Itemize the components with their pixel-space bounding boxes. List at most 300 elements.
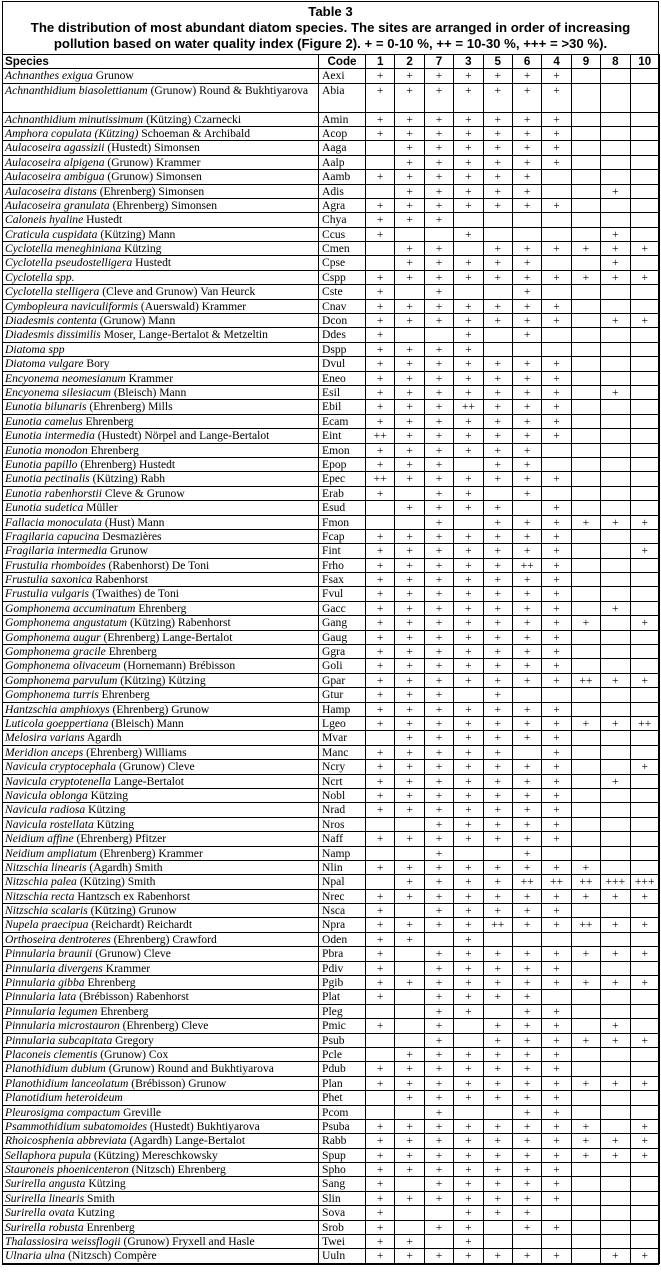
abundance-site-10 bbox=[630, 83, 659, 112]
species-code: Amin bbox=[319, 112, 366, 126]
abundance-site-7 bbox=[424, 1206, 453, 1220]
abundance-site-9 bbox=[571, 400, 600, 414]
abundance-site-4: + bbox=[542, 745, 571, 759]
abundance-site-1: + bbox=[366, 860, 395, 874]
abundance-site-1: + bbox=[366, 529, 395, 543]
species-authority: (Bleisch) Mann bbox=[110, 386, 187, 399]
species-code: Agra bbox=[319, 198, 366, 212]
abundance-site-9 bbox=[571, 83, 600, 112]
abundance-site-9: + bbox=[571, 1076, 600, 1090]
species-name: Psammothidium subatomoides bbox=[5, 1119, 148, 1133]
abundance-site-5: + bbox=[483, 112, 512, 126]
table-row bbox=[3, 69, 660, 83]
table-row bbox=[3, 587, 660, 601]
abundance-site-7: + bbox=[424, 630, 453, 644]
abundance-site-6: + bbox=[512, 645, 541, 659]
abundance-site-3: + bbox=[454, 270, 483, 284]
table-row bbox=[3, 529, 660, 543]
abundance-site-2: + bbox=[395, 529, 424, 543]
abundance-site-7: + bbox=[424, 1062, 453, 1076]
species-name: Luticola goeppertiana bbox=[5, 716, 109, 730]
abundance-site-5: + bbox=[483, 645, 512, 659]
species-authority: (Grunow) Round and Bukhtiyarova bbox=[105, 1062, 274, 1076]
abundance-site-5: + bbox=[483, 832, 512, 846]
species-code: Cste bbox=[319, 285, 366, 299]
species-authority: Kützing bbox=[85, 1177, 126, 1191]
abundance-site-4: + bbox=[542, 400, 571, 414]
abundance-site-9: + bbox=[571, 860, 600, 874]
abundance-site-7: + bbox=[424, 184, 453, 198]
abundance-site-9 bbox=[571, 745, 600, 759]
abundance-site-10 bbox=[630, 774, 659, 788]
abundance-site-2: + bbox=[395, 357, 424, 371]
table-row bbox=[3, 1004, 660, 1018]
abundance-site-2: + bbox=[395, 630, 424, 644]
species-cell bbox=[3, 1220, 319, 1234]
abundance-site-6: + bbox=[512, 774, 541, 788]
abundance-site-4: + bbox=[542, 1004, 571, 1018]
species-name: Nitzschia scalaris bbox=[5, 904, 88, 918]
abundance-site-2: + bbox=[395, 429, 424, 443]
abundance-site-8 bbox=[601, 529, 630, 543]
abundance-site-9 bbox=[571, 702, 600, 716]
abundance-site-7: + bbox=[424, 716, 453, 730]
abundance-site-2: + bbox=[395, 1163, 424, 1177]
abundance-site-5 bbox=[483, 1220, 512, 1234]
abundance-site-8: + bbox=[601, 889, 630, 903]
abundance-site-8: +++ bbox=[601, 875, 630, 889]
abundance-site-6: + bbox=[512, 112, 541, 126]
abundance-site-8 bbox=[601, 457, 630, 471]
abundance-site-7: + bbox=[424, 242, 453, 256]
table-row bbox=[3, 961, 660, 975]
abundance-site-8 bbox=[601, 83, 630, 112]
abundance-site-1: + bbox=[366, 803, 395, 817]
species-name: Pleurosigma compactum bbox=[5, 1105, 121, 1119]
table-row bbox=[3, 1206, 660, 1220]
abundance-site-6: + bbox=[512, 184, 541, 198]
species-code: Abia bbox=[319, 83, 366, 112]
abundance-site-4 bbox=[542, 170, 571, 184]
abundance-site-6: + bbox=[512, 472, 541, 486]
abundance-site-2: + bbox=[395, 299, 424, 313]
abundance-site-7: + bbox=[424, 587, 453, 601]
abundance-site-5: + bbox=[483, 573, 512, 587]
abundance-site-7: + bbox=[424, 371, 453, 385]
abundance-site-10 bbox=[630, 645, 659, 659]
abundance-site-10 bbox=[630, 587, 659, 601]
abundance-site-9: + bbox=[571, 1119, 600, 1133]
abundance-site-1: + bbox=[366, 69, 395, 83]
abundance-site-3: + bbox=[454, 126, 483, 140]
abundance-site-3: + bbox=[454, 976, 483, 990]
table-row bbox=[3, 817, 660, 831]
abundance-site-4: + bbox=[542, 832, 571, 846]
abundance-site-1: + bbox=[366, 990, 395, 1004]
species-cell bbox=[3, 1249, 319, 1263]
abundance-site-10 bbox=[630, 860, 659, 874]
species-cell bbox=[3, 443, 319, 457]
abundance-site-8 bbox=[601, 645, 630, 659]
abundance-site-1: + bbox=[366, 832, 395, 846]
abundance-site-5: + bbox=[483, 731, 512, 745]
species-authority: (Brébisson) Grunow bbox=[128, 1076, 227, 1090]
abundance-site-2 bbox=[395, 1004, 424, 1018]
species-cell bbox=[3, 342, 319, 356]
species-code: Pleg bbox=[319, 1004, 366, 1018]
abundance-site-7: + bbox=[424, 429, 453, 443]
abundance-site-6: + bbox=[512, 1019, 541, 1033]
species-name: Gomphonema augur bbox=[5, 630, 101, 644]
species-authority: (Rabenhorst) De Toni bbox=[105, 558, 210, 572]
abundance-site-1: + bbox=[366, 659, 395, 673]
species-name: Pinnularia subcapitata bbox=[5, 1033, 113, 1047]
abundance-site-5: + bbox=[483, 904, 512, 918]
abundance-site-3: + bbox=[454, 443, 483, 457]
abundance-site-10 bbox=[630, 832, 659, 846]
abundance-site-10 bbox=[630, 472, 659, 486]
abundance-site-3: + bbox=[454, 1004, 483, 1018]
abundance-site-5: + bbox=[483, 702, 512, 716]
abundance-site-8: + bbox=[601, 1019, 630, 1033]
abundance-site-6: + bbox=[512, 889, 541, 903]
abundance-site-6: + bbox=[512, 126, 541, 140]
species-authority: Krammer bbox=[102, 961, 151, 975]
species-cell bbox=[3, 645, 319, 659]
abundance-site-10 bbox=[630, 1019, 659, 1033]
species-code: Esud bbox=[319, 501, 366, 515]
abundance-site-2 bbox=[395, 1206, 424, 1220]
table-row bbox=[3, 774, 660, 788]
abundance-site-9: ++ bbox=[571, 918, 600, 932]
abundance-site-1: ++ bbox=[366, 472, 395, 486]
abundance-site-3: + bbox=[454, 630, 483, 644]
abundance-site-9 bbox=[571, 285, 600, 299]
abundance-site-1 bbox=[366, 1004, 395, 1018]
abundance-site-2: + bbox=[395, 702, 424, 716]
abundance-site-10 bbox=[630, 457, 659, 471]
abundance-site-1: + bbox=[366, 1062, 395, 1076]
abundance-site-1: + bbox=[366, 314, 395, 328]
abundance-site-7: + bbox=[424, 544, 453, 558]
abundance-site-7: + bbox=[424, 760, 453, 774]
abundance-site-6: + bbox=[512, 846, 541, 860]
abundance-site-6: + bbox=[512, 270, 541, 284]
species-code: Dvul bbox=[319, 357, 366, 371]
abundance-site-9 bbox=[571, 1177, 600, 1191]
species-authority: Cleve & Grunow bbox=[101, 486, 185, 500]
abundance-site-7: + bbox=[424, 1091, 453, 1105]
abundance-site-2: + bbox=[395, 587, 424, 601]
abundance-site-5: + bbox=[483, 1033, 512, 1047]
species-authority: (Ehrenberg) Pfitzer bbox=[73, 832, 167, 846]
species-name: Eunotia pectinalis bbox=[5, 472, 90, 486]
abundance-site-4: + bbox=[542, 472, 571, 486]
abundance-site-2: + bbox=[395, 256, 424, 270]
species-code: Pmic bbox=[319, 1019, 366, 1033]
abundance-site-1: + bbox=[366, 716, 395, 730]
abundance-site-10 bbox=[630, 1062, 659, 1076]
abundance-site-6: + bbox=[512, 716, 541, 730]
species-code: Ebil bbox=[319, 400, 366, 414]
abundance-site-1: + bbox=[366, 400, 395, 414]
abundance-site-6: + bbox=[512, 1177, 541, 1191]
species-authority: Hustedt bbox=[132, 256, 172, 270]
table-row bbox=[3, 860, 660, 874]
abundance-site-3: + bbox=[454, 616, 483, 630]
abundance-site-1: + bbox=[366, 601, 395, 615]
abundance-site-9 bbox=[571, 112, 600, 126]
abundance-site-3: + bbox=[454, 1134, 483, 1148]
abundance-site-1: + bbox=[366, 630, 395, 644]
species-cell bbox=[3, 688, 319, 702]
species-authority: (Kützing) Smith bbox=[76, 875, 156, 889]
species-authority: (Kützing) Rabh bbox=[89, 472, 166, 486]
table-row bbox=[3, 904, 660, 918]
abundance-site-5: + bbox=[483, 155, 512, 169]
abundance-site-3: + bbox=[454, 256, 483, 270]
abundance-site-7: + bbox=[424, 126, 453, 140]
species-cell bbox=[3, 184, 319, 198]
table-row bbox=[3, 256, 660, 270]
abundance-site-1 bbox=[366, 875, 395, 889]
abundance-site-7: + bbox=[424, 443, 453, 457]
abundance-site-3: + bbox=[454, 1206, 483, 1220]
table-row bbox=[3, 400, 660, 414]
species-name: Pinnularia gibba bbox=[5, 976, 85, 990]
species-cell bbox=[3, 1047, 319, 1061]
abundance-site-2: + bbox=[395, 875, 424, 889]
abundance-site-8 bbox=[601, 702, 630, 716]
abundance-site-7: + bbox=[424, 731, 453, 745]
species-cell bbox=[3, 601, 319, 615]
abundance-site-10: + bbox=[630, 760, 659, 774]
abundance-site-7: + bbox=[424, 961, 453, 975]
abundance-site-7: + bbox=[424, 83, 453, 112]
abundance-site-3 bbox=[454, 846, 483, 860]
species-authority: (Bleisch) Mann bbox=[108, 716, 184, 730]
abundance-site-4 bbox=[542, 227, 571, 241]
abundance-site-8: + bbox=[601, 386, 630, 400]
abundance-site-3: + bbox=[454, 573, 483, 587]
abundance-site-9 bbox=[571, 1235, 600, 1249]
abundance-site-2 bbox=[395, 486, 424, 500]
abundance-site-6: + bbox=[512, 803, 541, 817]
abundance-site-5: + bbox=[483, 1119, 512, 1133]
table-row bbox=[3, 314, 660, 328]
abundance-site-1: + bbox=[366, 457, 395, 471]
species-cell bbox=[3, 400, 319, 414]
species-authority: (Ehrenberg) Crawford bbox=[110, 932, 217, 946]
abundance-site-9 bbox=[571, 587, 600, 601]
species-name: Planotidium heteroideum bbox=[5, 1091, 123, 1105]
abundance-site-2 bbox=[395, 961, 424, 975]
abundance-site-3: + bbox=[454, 860, 483, 874]
abundance-site-9 bbox=[571, 659, 600, 673]
abundance-site-1: + bbox=[366, 299, 395, 313]
abundance-site-5 bbox=[483, 328, 512, 342]
abundance-site-3: + bbox=[454, 961, 483, 975]
abundance-site-2: + bbox=[395, 760, 424, 774]
species-authority: (Grunow) Cleve bbox=[116, 760, 195, 774]
abundance-site-4: + bbox=[542, 1134, 571, 1148]
abundance-site-6 bbox=[512, 213, 541, 227]
abundance-site-3: + bbox=[454, 472, 483, 486]
species-cell bbox=[3, 371, 319, 385]
abundance-site-6: + bbox=[512, 256, 541, 270]
species-authority: (Agardh) Smith bbox=[86, 860, 163, 874]
species-code: Epec bbox=[319, 472, 366, 486]
abundance-site-8 bbox=[601, 1105, 630, 1119]
abundance-site-7 bbox=[424, 1235, 453, 1249]
species-code: Npal bbox=[319, 875, 366, 889]
abundance-site-1: + bbox=[366, 270, 395, 284]
abundance-site-9 bbox=[571, 688, 600, 702]
species-authority: (Ehrenberg) Lange-Bertalot bbox=[100, 630, 233, 644]
abundance-site-9 bbox=[571, 1249, 600, 1263]
abundance-site-7: + bbox=[424, 414, 453, 428]
species-cell bbox=[3, 486, 319, 500]
abundance-site-2 bbox=[395, 1019, 424, 1033]
abundance-site-8 bbox=[601, 141, 630, 155]
table-number: Table 3 bbox=[308, 4, 353, 19]
abundance-site-6: + bbox=[512, 659, 541, 673]
abundance-site-6: + bbox=[512, 601, 541, 615]
abundance-site-1: + bbox=[366, 1220, 395, 1234]
abundance-site-9 bbox=[571, 486, 600, 500]
abundance-site-4 bbox=[542, 342, 571, 356]
abundance-site-1: + bbox=[366, 587, 395, 601]
abundance-site-6 bbox=[512, 745, 541, 759]
abundance-site-1 bbox=[366, 184, 395, 198]
abundance-site-2 bbox=[395, 846, 424, 860]
abundance-site-6: ++ bbox=[512, 558, 541, 572]
abundance-site-1: + bbox=[366, 112, 395, 126]
species-cell bbox=[3, 702, 319, 716]
abundance-site-6: + bbox=[512, 83, 541, 112]
table-row bbox=[3, 270, 660, 284]
abundance-site-7: + bbox=[424, 285, 453, 299]
abundance-site-5 bbox=[483, 932, 512, 946]
abundance-site-3: + bbox=[454, 716, 483, 730]
abundance-site-9 bbox=[571, 184, 600, 198]
species-code: Ncrt bbox=[319, 774, 366, 788]
abundance-site-3: + bbox=[454, 1163, 483, 1177]
abundance-site-10 bbox=[630, 1091, 659, 1105]
abundance-site-5: + bbox=[483, 1019, 512, 1033]
abundance-site-3: + bbox=[454, 745, 483, 759]
abundance-site-7: + bbox=[424, 673, 453, 687]
species-code: Acop bbox=[319, 126, 366, 140]
species-code: Fsax bbox=[319, 573, 366, 587]
abundance-site-4: + bbox=[542, 1220, 571, 1234]
species-cell bbox=[3, 990, 319, 1004]
table-row bbox=[3, 83, 660, 112]
table-row bbox=[3, 472, 660, 486]
abundance-site-4: + bbox=[542, 1105, 571, 1119]
table-row bbox=[3, 501, 660, 515]
species-cell bbox=[3, 760, 319, 774]
abundance-site-5: ++ bbox=[483, 918, 512, 932]
abundance-site-4 bbox=[542, 213, 571, 227]
abundance-site-7: + bbox=[424, 860, 453, 874]
abundance-site-1: ++ bbox=[366, 429, 395, 443]
abundance-site-7: + bbox=[424, 745, 453, 759]
abundance-site-4: + bbox=[542, 515, 571, 529]
abundance-site-10: + bbox=[630, 1148, 659, 1162]
species-authority: (Ehrenberg) Hustedt bbox=[77, 457, 176, 471]
species-name: Cyclotella stelligera bbox=[5, 285, 100, 299]
abundance-site-9 bbox=[571, 69, 600, 83]
species-authority: (Hustedt) Nörpel and Lange-Bertalot bbox=[94, 429, 270, 443]
abundance-site-10 bbox=[630, 414, 659, 428]
species-cell bbox=[3, 889, 319, 903]
abundance-site-8 bbox=[601, 1091, 630, 1105]
species-code: Psuba bbox=[319, 1119, 366, 1133]
table-row bbox=[3, 688, 660, 702]
abundance-site-10: +++ bbox=[630, 875, 659, 889]
abundance-site-4: + bbox=[542, 1076, 571, 1090]
table-row bbox=[3, 702, 660, 716]
abundance-site-9 bbox=[571, 141, 600, 155]
caption-line-2: pollution based on water quality index (Figure 2). + = 0-10 %, ++ = 10-30 %, +++ = >30 %). bbox=[53, 36, 608, 51]
table-row bbox=[3, 745, 660, 759]
species-authority: (Hustedt) Bukhtiyarova bbox=[147, 1119, 260, 1133]
abundance-site-2: + bbox=[395, 1235, 424, 1249]
abundance-site-2: + bbox=[395, 69, 424, 83]
abundance-site-3: + bbox=[454, 184, 483, 198]
abundance-site-1 bbox=[366, 141, 395, 155]
abundance-site-9 bbox=[571, 961, 600, 975]
abundance-site-6: + bbox=[512, 788, 541, 802]
species-authority: Kützing bbox=[121, 242, 162, 256]
species-name: Frustulia vulgaris bbox=[5, 587, 90, 601]
abundance-site-8: + bbox=[601, 1134, 630, 1148]
abundance-site-5 bbox=[483, 213, 512, 227]
abundance-site-5: + bbox=[483, 990, 512, 1004]
abundance-site-7: + bbox=[424, 386, 453, 400]
table-row bbox=[3, 1220, 660, 1234]
abundance-site-2: + bbox=[395, 601, 424, 615]
abundance-site-2: + bbox=[395, 716, 424, 730]
table-row bbox=[3, 630, 660, 644]
abundance-site-3 bbox=[454, 213, 483, 227]
species-code: Nrad bbox=[319, 803, 366, 817]
species-name: Navicula cryptocephala bbox=[5, 760, 117, 774]
abundance-site-5: + bbox=[483, 270, 512, 284]
abundance-site-6: + bbox=[512, 1119, 541, 1133]
abundance-site-3: + bbox=[454, 429, 483, 443]
abundance-site-4 bbox=[542, 457, 571, 471]
species-name: Gomphonema olivaceum bbox=[5, 659, 121, 673]
abundance-site-6: + bbox=[512, 457, 541, 471]
abundance-site-2: + bbox=[395, 1249, 424, 1263]
abundance-site-6: + bbox=[512, 817, 541, 831]
abundance-site-6 bbox=[512, 932, 541, 946]
species-code: Phet bbox=[319, 1091, 366, 1105]
table-row bbox=[3, 1134, 660, 1148]
species-cell bbox=[3, 1163, 319, 1177]
abundance-site-1: + bbox=[366, 371, 395, 385]
abundance-site-9 bbox=[571, 1220, 600, 1234]
species-code: Gacc bbox=[319, 601, 366, 615]
species-name: Aulacoseira ambigua bbox=[5, 170, 105, 184]
abundance-site-7: + bbox=[424, 1119, 453, 1133]
abundance-site-7: + bbox=[424, 486, 453, 500]
species-cell bbox=[3, 357, 319, 371]
abundance-site-5: + bbox=[483, 429, 512, 443]
abundance-site-9 bbox=[571, 1019, 600, 1033]
